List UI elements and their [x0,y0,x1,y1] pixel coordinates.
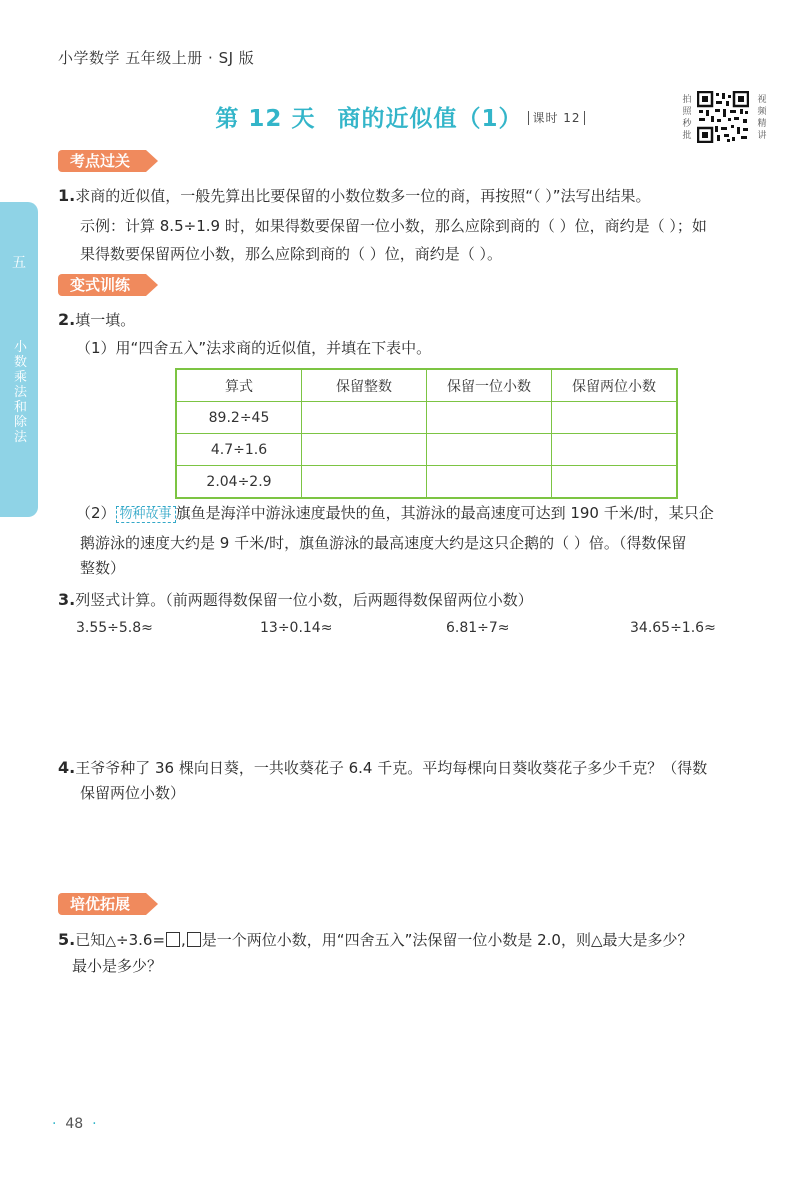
dot-icon: · [92,1116,97,1132]
question-2-sub-2 [76,503,714,525]
table-header: 保留整数 [302,369,427,402]
question-5-line-2: 最小是多少？ [72,957,163,975]
unit-title: 小数乘法和除法 [14,340,28,445]
section-label-2: 变式训练 [58,274,146,296]
question-1-line-3: 果得数要保留两位小数，那么应除到商的（ ）位，商约是（ ）。 [80,245,503,263]
answer-cell[interactable] [302,434,427,466]
table-row [176,466,677,499]
calc-item: 34.65÷1.6≈ [630,620,716,636]
calc-item: 6.81÷7≈ [446,620,510,636]
question-number: 4. [58,758,76,777]
table-row [176,434,677,466]
table-header-row [176,369,677,402]
table-header: 保留一位小数 [427,369,552,402]
question-number: 1. [58,186,76,205]
question-2 [58,310,135,330]
square-symbol [166,932,180,947]
dot-icon: · [52,1116,57,1132]
lesson-label: 课时 12 [528,111,584,125]
question-4-line-2: 保留两位小数） [80,784,186,802]
table-row [176,402,677,434]
question-text-mid: ÷3.6= [116,931,166,949]
page-number [52,1116,97,1132]
answer-cell[interactable] [302,466,427,499]
answer-cell[interactable] [552,402,678,434]
question-2-sub-2-line-3: 整数） [80,559,126,577]
answer-cell[interactable] [427,402,552,434]
answer-table [175,368,678,499]
question-1 [58,186,651,206]
answer-cell[interactable] [427,466,552,499]
book-header: 小学数学 五年级上册 · SJ 版 [58,49,255,67]
page-title [0,100,800,133]
answer-cell[interactable] [552,434,678,466]
sub-number: （2） [76,504,116,522]
question-text-prefix: 已知 [75,931,106,949]
sub-text: 旗鱼是海洋中游泳速度最快的鱼，其游泳的最高速度可达到 190 千米/时，某只企 [175,504,714,522]
question-text: 王爷爷种了 36 棵向日葵，一共收葵花子 6.4 千克。平均每棵向日葵收葵花子多少千克？（得数 [75,759,708,777]
title-day: 第 12 天 [215,106,316,132]
answer-cell[interactable] [427,434,552,466]
qr-left-label: 拍照秒批 [682,95,692,141]
table-cell-expression: 2.04÷2.9 [176,466,302,499]
question-number: 3. [58,590,76,609]
title-topic: 商的近似值（1） [337,106,523,132]
question-1-line-2: 示例：计算 8.5÷1.9 时，如果得数要保留一位小数，那么应除到商的（ ）位，商约是（ ）；如 [80,217,707,235]
question-5: 5.已知△÷3.6= , 是一个两位小数，用“四舍五入”法保留一位小数是 2.0，则△最大是多少？ [58,930,693,949]
calc-item: 13÷0.14≈ [260,620,333,636]
question-text: 求商的近似值，一般先算出比要保留的小数位数多一位的商，再按照“（ ）”法写出结果。 [75,187,651,205]
question-text: 填一填。 [75,311,136,329]
calc-item: 3.55÷5.8≈ [76,620,153,636]
story-tag: 物种故事 [116,506,176,523]
question-text-rest: 是一个两位小数，用“四舍五入”法保留一位小数是 2.0，则△最大是多少？ [201,931,693,949]
qr-code-icon[interactable] [697,91,749,143]
question-4 [58,758,707,778]
answer-cell[interactable] [552,466,678,499]
table-header: 保留两位小数 [552,369,678,402]
answer-cell[interactable] [302,402,427,434]
question-number: 2. [58,310,76,329]
page-number-text: 48 [65,1116,84,1132]
question-2-sub-2-line-2: 鹅游泳的速度大约是 9 千米/时，旗鱼游泳的最高速度大约是这只企鹅的（ ）倍。（得数保留 [80,534,687,552]
table-header: 算式 [176,369,302,402]
question-text: 列竖式计算。（前两题得数保留一位小数，后两题得数保留两位小数） [75,591,533,609]
unit-number: 五 [12,255,26,271]
section-label-1: 考点过关 [58,150,146,172]
triangle-symbol: △ [105,933,117,949]
question-2-sub-1: （1）用“四舍五入”法求商的近似值，并填在下表中。 [76,339,432,357]
qr-right-label: 视频精讲 [757,95,767,141]
section-label-3: 培优拓展 [58,893,146,915]
question-number: 5. [58,930,76,949]
table-cell-expression: 4.7÷1.6 [176,434,302,466]
square-symbol [187,932,201,947]
table-cell-expression: 89.2÷45 [176,402,302,434]
question-3 [58,590,533,610]
